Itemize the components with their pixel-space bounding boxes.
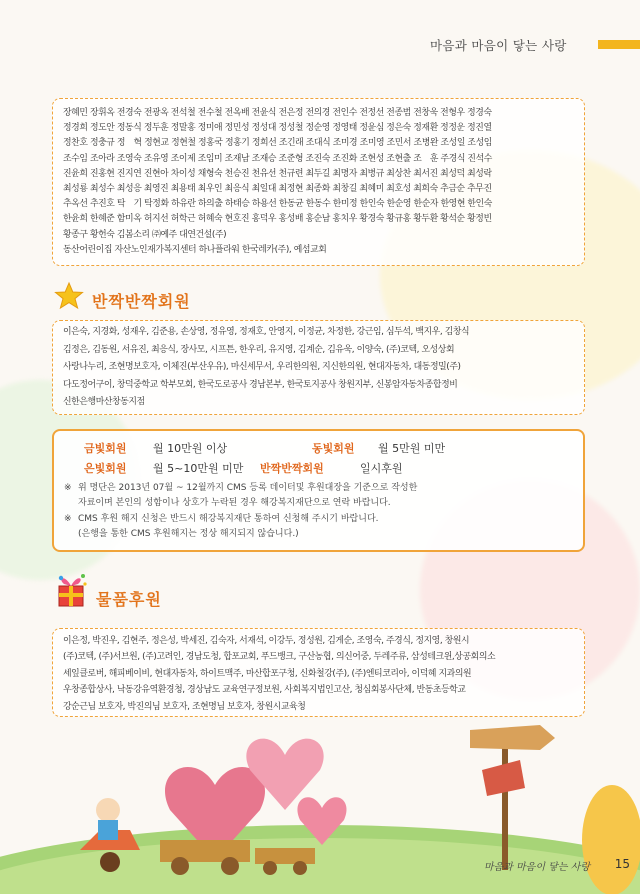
section-title-goods-donation: 물품후원 (96, 590, 162, 609)
list-line: 황종구 황헌숙 김봄소리 ㈜예주 대연건설(주) (63, 229, 227, 240)
sparkle-members-text (63, 324, 576, 412)
footer-script-text: 마음과 마음이 닿는 사랑 (483, 862, 590, 873)
list-line: 강순근님 보호자, 박진의님 보호자, 조현명님 보호자, 창원시교육청 (63, 701, 306, 712)
scooter-wheel (100, 852, 120, 872)
section-title-sparkle-members: 반짝반짝회원 (92, 292, 191, 311)
list-line: 신한은행마산창동지점 (63, 397, 145, 408)
signpost (502, 735, 508, 870)
list-line: 추옥선 추진호 탁 기 탁정화 하유란 하의출 하태승 하용선 한동균 한동수 한미정 한인숙 한순영 한순자 한영현 한인숙 (63, 199, 492, 210)
list-line: 한윤희 한혜준 함미옥 허지선 허학근 허혜숙 현호진 홍덕우 홍성배 홍순남 홍치우 황경숙 황규홍 황두환 황석순 황정빈 (63, 214, 492, 225)
notice-text: (은행을 통한 CMS 후원해지는 정상 해지되지 않습니다.) (78, 528, 299, 539)
notice-1 (64, 481, 573, 510)
list-line: 정경희 정도안 정동식 정두훈 정말홍 정미애 정민성 정성대 정성철 정순영 정영태 정윤심 정은숙 정재환 정정운 정진열 (63, 123, 492, 134)
grade-row (64, 439, 573, 459)
list-line: 이은숙, 지경화, 성재우, 김준용, 손상영, 정유영, 정재호, 안영지, 이정균, 차정한, 강근임, 심두석, 백지우, 김창식 (63, 327, 470, 337)
list-line: (주)코텍, (주)서브원, (주)고려인, 경남도청, 합포교회, 푸드뱅크, 구산농협, 의신어중, 두레주류, 삼성테크윈,상공회의소 (63, 652, 496, 663)
notice-text: 자료이며 본인의 성함이나 상호가 누락된 경우 해강복지재단으로 연락 바랍니다. (78, 497, 391, 508)
list-line: 최성룡 최성수 최성응 최영진 최용태 최우인 최응식 최일대 최정현 최종화 최창길 최혜미 최호성 최희숙 추금순 추무진 (63, 184, 492, 195)
list-line: 진윤희 진홍현 진지연 진현아 차이성 채형숙 천승진 천유선 천규련 최두길 최명자 최병규 최상찬 최서진 최성덕 최성락 (63, 168, 492, 179)
sparkle-members-box (52, 320, 585, 415)
cart (160, 840, 250, 862)
notice-2 (64, 512, 573, 541)
list-line: 김정은, 김동원, 서유진, 최응식, 장사모, 시프튼, 한우리, 유지영, 김계순, 김유욱, 이양숙, (주)코텍, 오성상회 (63, 344, 455, 355)
notice-mark: ※ (64, 483, 72, 493)
grade-row (64, 459, 573, 479)
star-icon (54, 281, 84, 311)
donor-list-text (63, 106, 576, 258)
rider (96, 798, 120, 822)
header-title: 마음과 마음이 닿는 사랑 (430, 38, 567, 53)
list-line: 우창종합상사, 낙동강유역환경청, 경상남도 교육연구정보원, 사회복지법인고산, 청심회봉사단체, 반동초등학교 (63, 685, 466, 696)
gift-box-icon (55, 570, 89, 610)
membership-grades-box (52, 429, 585, 552)
header-accent-bar (598, 40, 640, 49)
notice-text: CMS 후원 해지 신청은 반드시 해강복지재단 통하여 신청해 주시기 바랍니다. (78, 514, 379, 524)
grade-label: 은빛회원 (84, 462, 127, 475)
notice-mark: ※ (64, 514, 72, 524)
page-number: 15 (614, 857, 630, 871)
donor-list-box (52, 98, 585, 266)
list-line: 세잎클로버, 해피베이비, 현대자동차, 하이트맥주, 마산합포구청, 신화철강(주), (주)엔티코리아, 이덕혜 지과의원 (63, 668, 472, 679)
list-line: 사랑나누리, 조현명보호자, 이체진(부산우유), 마신세무서, 우리한의원, 지신한의원, 현대자동차, 대동정밀(주) (63, 362, 461, 373)
list-line: 장혜민 장휘옥 전경숙 전광옥 전석철 전수철 전옥배 전윤식 전은정 전의경 전인수 전정선 전종범 전창욱 전형우 정경숙 (63, 108, 492, 118)
list-line: 정찬호 정충규 정 혁 정현교 정현철 정홍국 정홍기 정희선 조긴래 조대식 조미경 조미영 조민서 조병완 조성일 조성임 (63, 138, 492, 149)
grade-value: 월 10만원 이상 (153, 442, 228, 455)
grade-value: 월 5~10만원 미만 (153, 462, 244, 475)
grade-label: 동빛회원 (312, 442, 355, 455)
grade-value: 일시후원 (360, 462, 403, 475)
grade-label: 금빛회원 (84, 442, 127, 455)
notice-text: 위 명단은 2013년 07월 ~ 12월까지 CMS 등록 데이터및 후원대장을 기준으로 작성한 (78, 483, 418, 493)
list-line: 다도정어구이, 창덕중학교 학부모회, 한국도로공사 경남본부, 한국토지공사 창원지부, 신봉암자동차종합정비 (63, 379, 458, 390)
list-line: 동산어린이집 자산노인재가복지센터 하나플라워 한국레카(주), 예섬교회 (63, 244, 327, 255)
list-line: 조수임 조아라 조영숙 조유영 조이제 조임미 조재남 조재승 조준형 조진숙 조진화 조현성 조현출 조 훈 주경식 진석수 (63, 153, 492, 164)
grade-label: 반짝반짝회원 (260, 462, 324, 475)
grade-value: 월 5만원 미만 (378, 442, 446, 455)
list-line: 이은정, 박진우, 김현주, 정은성, 박세진, 김숙자, 서재석, 이강두, 정성원, 김게순, 조영숙, 주경식, 정지영, 창원시 (63, 636, 470, 646)
